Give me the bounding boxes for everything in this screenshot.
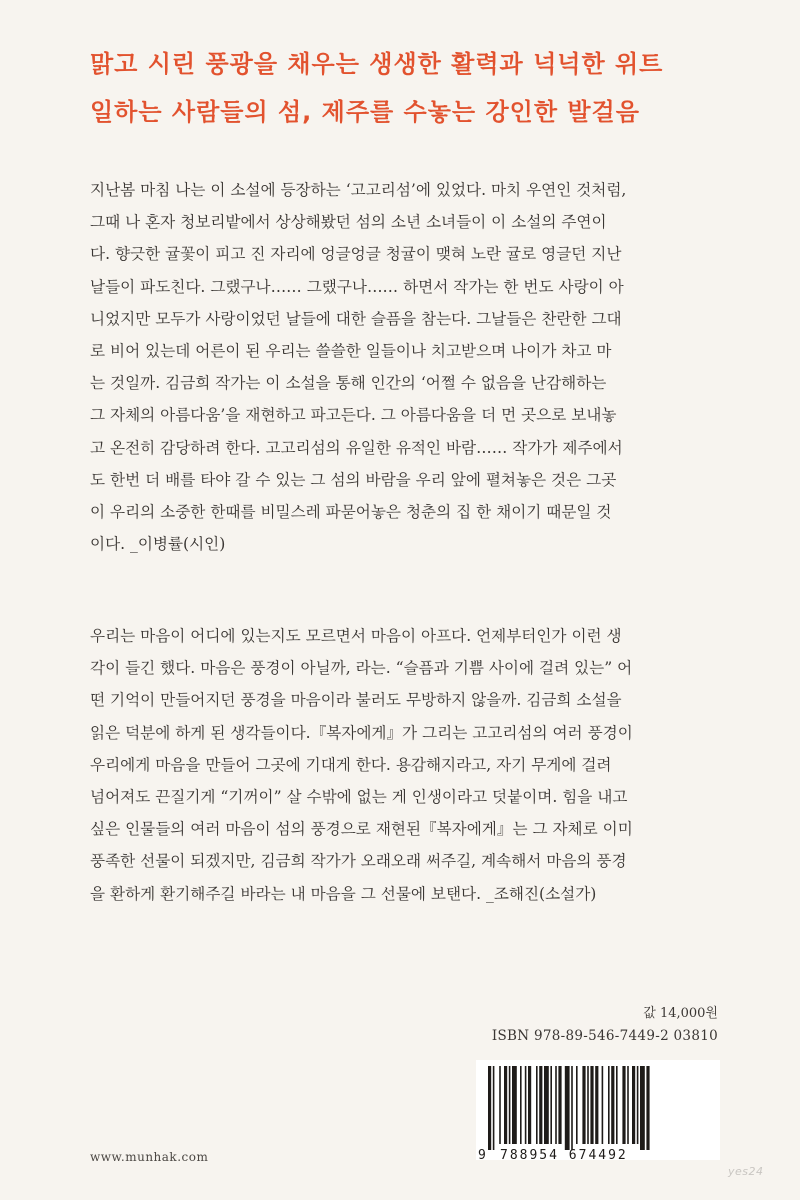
review-1-line: 로 비어 있는데 어른이 된 우리는 쓸쓸한 일들이나 치고받으며 나이가 차고 마	[90, 341, 612, 360]
barcode-bar	[555, 1066, 557, 1144]
barcode-bar	[525, 1066, 527, 1144]
barcode-bar	[608, 1066, 610, 1144]
barcode-digits: 788954 674492	[500, 1148, 628, 1163]
review-2-line: 떤 기억이 만들어지던 풍경을 마음이라 불러도 무방하지 않을까. 김금희 소설을	[90, 691, 622, 710]
barcode-bar	[622, 1066, 625, 1144]
review-paragraph-1	[90, 174, 730, 560]
barcode-bar	[544, 1066, 549, 1144]
barcode-bar	[602, 1066, 604, 1144]
review-2-line: 싶은 인물들의 여러 마음이 섬의 풍경으로 재현된『복자에게』는 그 자체로 이미	[90, 820, 633, 839]
watermark: yes24	[728, 1165, 764, 1178]
review-2-line: 우리는 마음이 어디에 있는지도 모르면서 마음이 아프다. 언제부터인가 이런 생	[90, 627, 622, 645]
review-2-line: 풍족한 선물이 되겠지만, 김금희 작가가 오래오래 써주길, 계속해서 마음의 풍경	[90, 852, 627, 871]
barcode-bar	[571, 1066, 573, 1150]
barcode-bar	[640, 1066, 645, 1150]
barcode-bar	[493, 1066, 495, 1150]
barcode-bar	[582, 1066, 585, 1144]
barcode-bar	[587, 1066, 589, 1144]
review-1-line: 그 자체의 아름다움’을 재현하고 파고든다. 그 아름다움을 더 먼 곳으로 보내놓	[90, 406, 617, 425]
review-1-line: 이다. _이병률(시인)	[90, 535, 226, 554]
review-2-line: 넘어져도 끈질기게 “기꺼이” 살 수밖에 없는 게 인생이라고 덧붙이며. 힘을 내고	[90, 787, 628, 806]
review-1-line: 니었지만 모두가 사랑이었던 날들에 대한 슬픔을 참는다. 그날들은 찬란한 그대	[90, 309, 622, 328]
barcode-bar	[550, 1066, 552, 1144]
barcode	[476, 1060, 720, 1163]
barcode-bar	[520, 1066, 522, 1144]
review-1-line: 고 온전히 감당하려 한다. 고고리섬의 유일한 유적인 바람…… 작가가 제주에서	[90, 438, 623, 457]
barcode-bar	[637, 1066, 639, 1144]
barcode-bar	[488, 1066, 491, 1150]
barcode-bar	[611, 1066, 614, 1144]
barcode-bar	[509, 1066, 511, 1144]
barcode-bar	[558, 1066, 561, 1144]
barcode-bar	[627, 1066, 629, 1144]
review-2-line: 을 환하게 환기해주길 바라는 내 마음을 그 선물에 보탠다. _조해진(소설가)	[90, 884, 597, 903]
barcode-bar	[590, 1066, 593, 1144]
review-1-line: 다. 향긋한 귤꽃이 피고 진 자리에 엉글엉글 청귤이 맺혀 노란 귤로 영글던 지난	[90, 245, 622, 264]
headline-line-1: 맑고 시린 풍광을 채우는 생생한 활력과 넉넉한 위트	[90, 50, 664, 78]
review-1-line: 이 우리의 소중한 한때를 비밀스레 파묻어놓은 청춘의 집 한 채이기 때문일 것	[90, 502, 612, 521]
barcode-bar	[576, 1066, 578, 1144]
headline-line-2: 일하는 사람들의 섬, 제주를 수놓는 강인한 발걸음	[90, 98, 640, 126]
barcode-bar	[504, 1066, 507, 1144]
barcode-bar	[595, 1066, 598, 1144]
review-2-line: 우리에게 마음을 만들어 그곳에 기대게 한다. 용감해지라고, 자기 무게에 걸려	[90, 755, 612, 774]
review-1-line: 날들이 파도친다. 그랬구나…… 그랬구나…… 하면서 작가는 한 번도 사랑이 아	[90, 277, 624, 296]
barcode-bar	[536, 1066, 538, 1144]
review-1-line: 는 것일까. 김금희 작가는 이 소설을 통해 인간의 ‘어쩔 수 없음을 난감해하는	[90, 374, 607, 393]
barcode-bar	[528, 1066, 531, 1144]
review-2-line: 읽은 덕분에 하게 된 생각들이다.『복자에게』가 그리는 고고리섬의 여러 풍경이	[90, 723, 633, 742]
barcode-first-digit: 9	[478, 1148, 488, 1163]
review-1-line: 지난봄 마침 나는 이 소설에 등장하는 ‘고고리섬’에 있었다. 마치 우연인 것처럼,	[90, 181, 627, 199]
isbn-label: ISBN 978-89-546-7449-2 03810	[491, 1028, 718, 1044]
publisher-website: www.munhak.com	[90, 1150, 209, 1164]
barcode-bar	[499, 1066, 501, 1144]
barcode-bar	[565, 1066, 570, 1150]
review-1-line: 도 한번 더 배를 타야 갈 수 있는 그 섬의 바람을 우리 앞에 펼쳐놓은 것은 그곳	[90, 470, 617, 489]
barcode-bar	[632, 1066, 635, 1144]
barcode-bar	[616, 1066, 618, 1144]
barcode-bar	[539, 1066, 542, 1144]
review-2-line: 각이 들긴 했다. 마음은 풍경이 아닐까, 라는. “슬픔과 기쁨 사이에 걸려 있는” 어	[90, 659, 633, 678]
barcode-bar	[512, 1066, 517, 1144]
barcode-bar	[646, 1066, 649, 1150]
review-paragraph-2	[90, 620, 730, 910]
review-1-line: 그때 나 혼자 청보리밭에서 상상해봤던 섬의 소년 소녀들이 이 소설의 주연이	[90, 213, 607, 232]
price-label: 값 14,000원	[643, 1006, 718, 1021]
barcode-bars	[488, 1066, 710, 1150]
